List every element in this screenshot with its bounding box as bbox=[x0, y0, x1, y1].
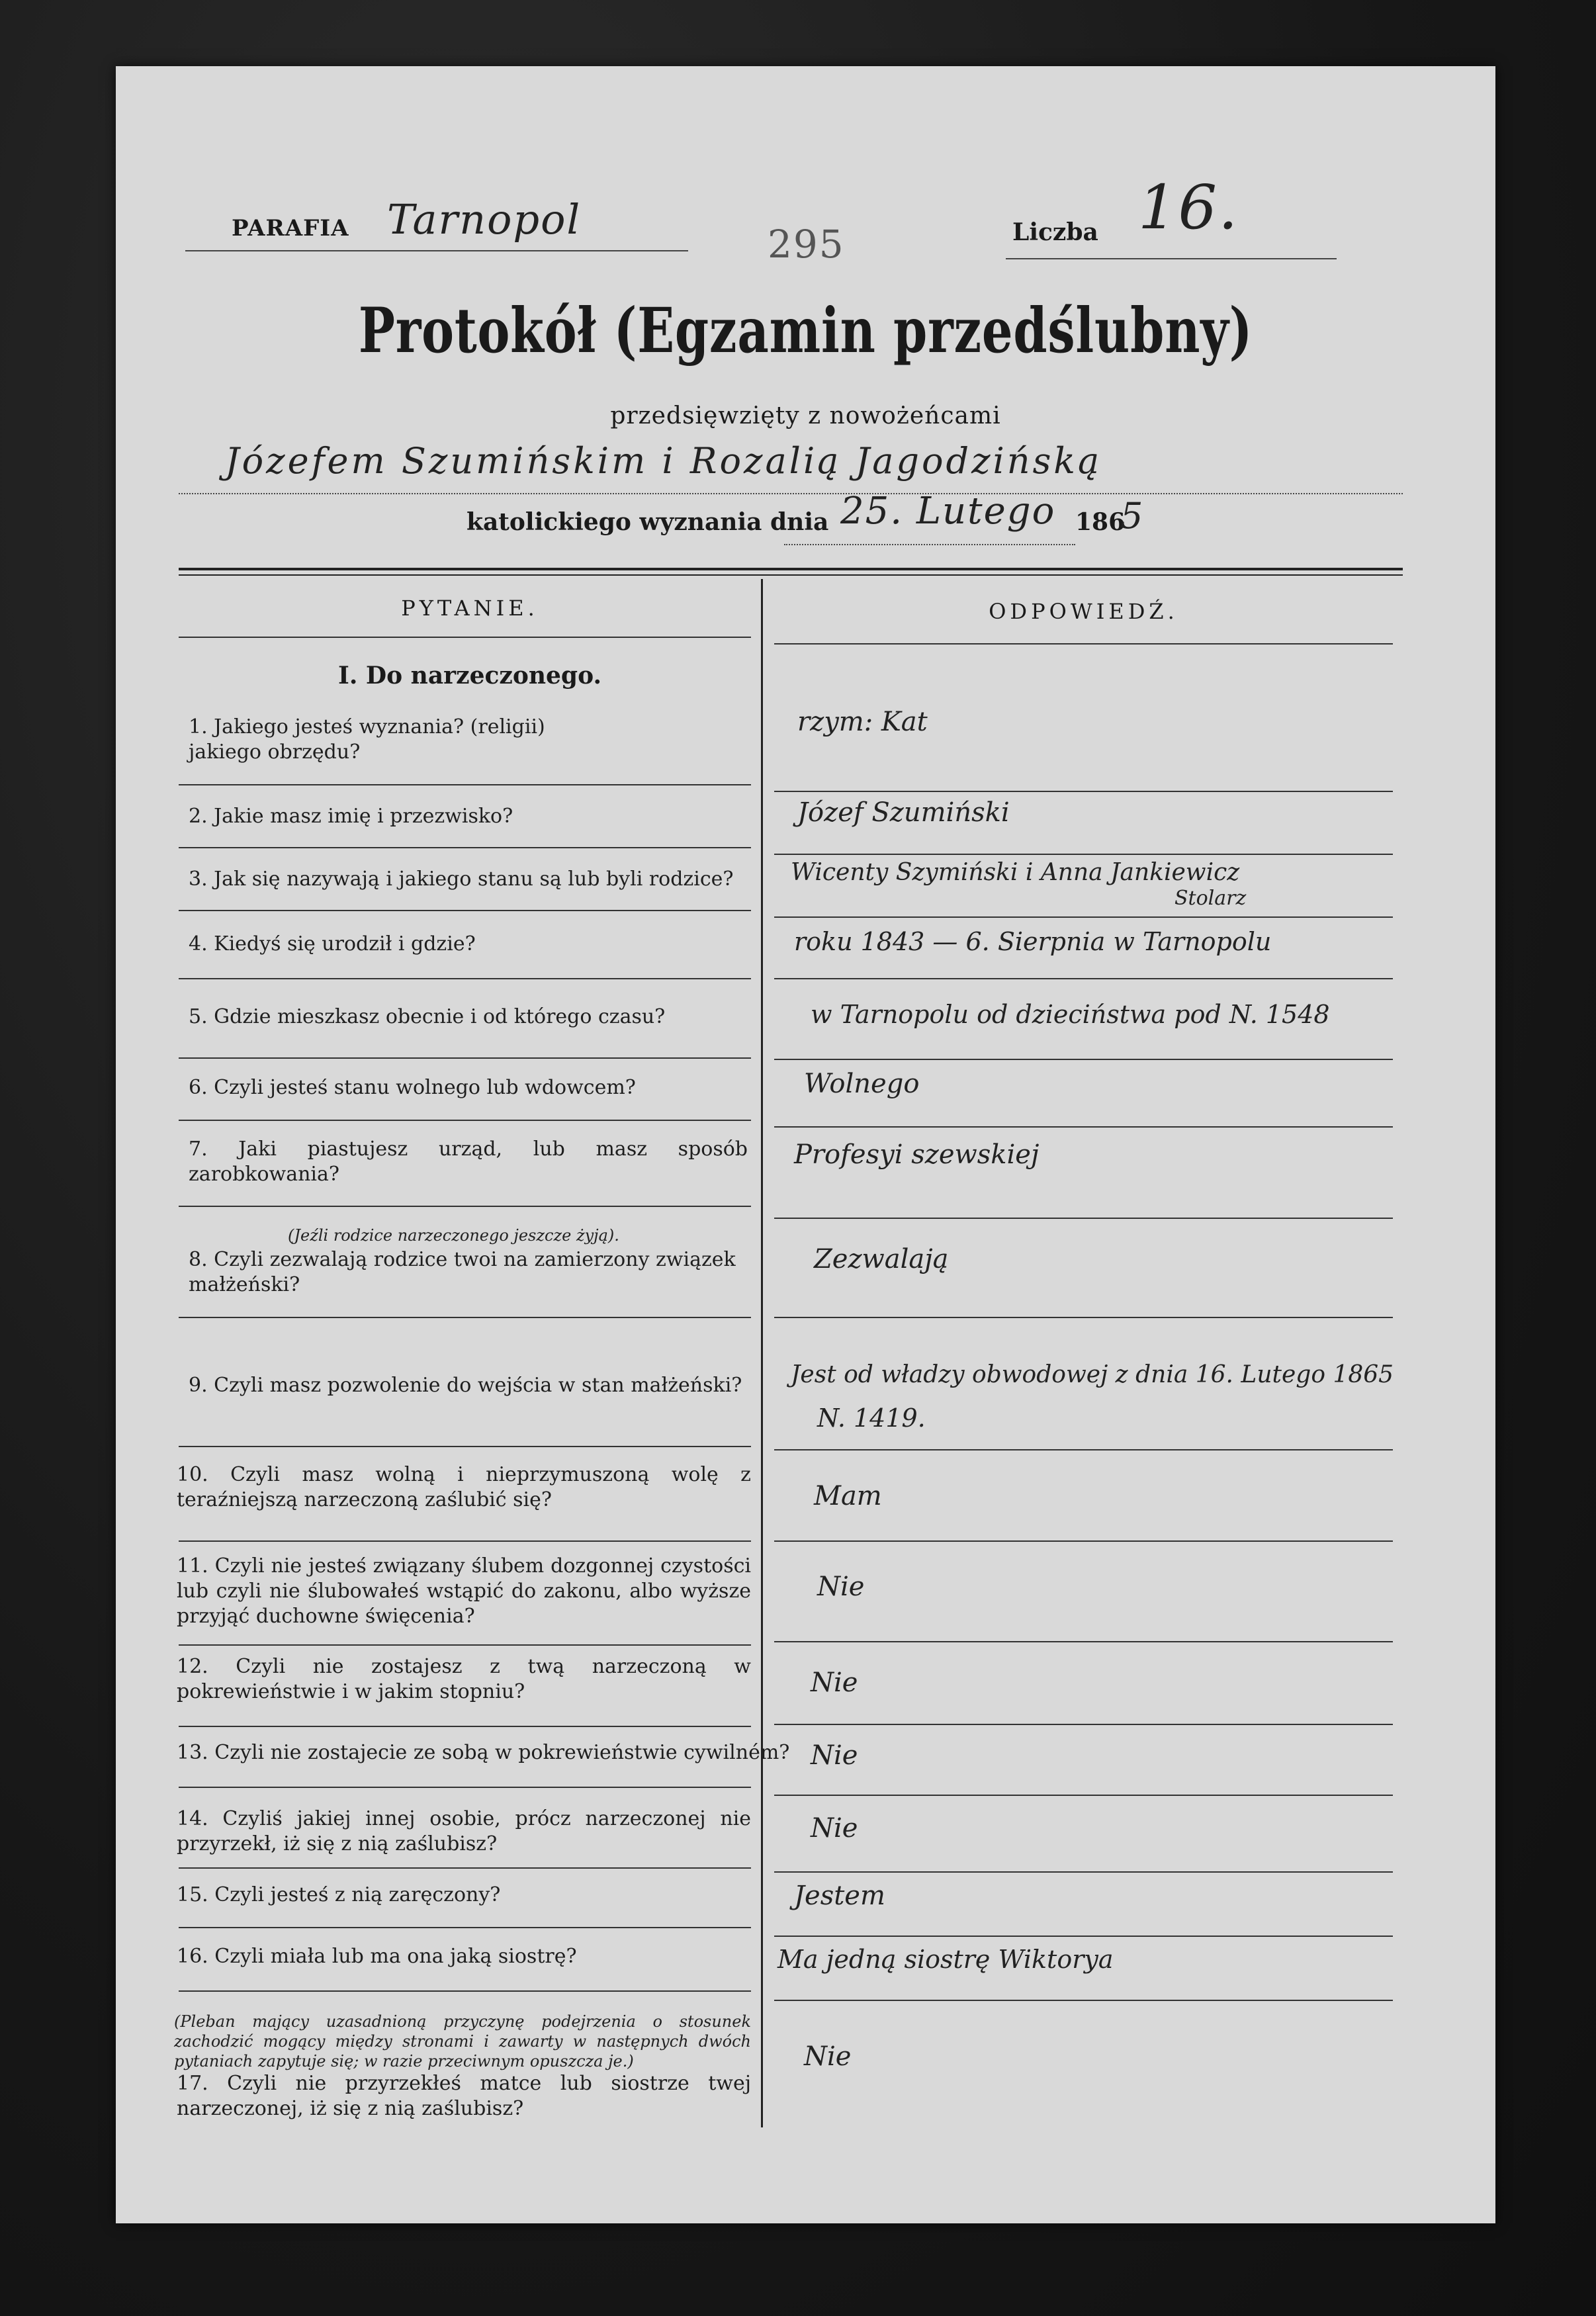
row-rule bbox=[774, 2000, 1393, 2001]
row-rule bbox=[179, 978, 751, 979]
question-8: 8. Czyli zezwalają rodzice twoi na zamierzony związek małżeński? bbox=[189, 1248, 736, 1296]
question-16: 16. Czyli miała lub ma ona jaką siostrę? bbox=[177, 1945, 577, 1968]
row-rule bbox=[179, 1540, 751, 1542]
page-title: Protokół (Egzamin przedślubny) bbox=[358, 294, 1253, 367]
question-13: 13. Czyli nie zostajecie ze sobą w pokrewieństwie cywilném? bbox=[177, 1741, 790, 1764]
answer-6: Wolnego bbox=[804, 1069, 920, 1099]
document-page bbox=[116, 66, 1495, 2223]
names-value: Józefem Szumińskim i Rozalią Jagodzińską bbox=[225, 440, 1102, 482]
row-rule bbox=[774, 854, 1393, 855]
table-top-rule-2 bbox=[179, 574, 1403, 576]
liczba-value: 16. bbox=[1138, 172, 1239, 243]
table-top-rule bbox=[179, 568, 1403, 570]
row-rule bbox=[774, 1540, 1393, 1542]
row-rule bbox=[179, 910, 751, 911]
row-rule bbox=[179, 1120, 751, 1121]
row-rule bbox=[179, 1057, 751, 1059]
row-rule bbox=[179, 1726, 751, 1727]
answer-11: Nie bbox=[817, 1572, 865, 1602]
row-rule bbox=[179, 1867, 751, 1869]
answer-10: Mam bbox=[814, 1481, 882, 1511]
question-2: 2. Jakie masz imię i przezwisko? bbox=[189, 805, 513, 828]
question-1: 1. Jakiego jesteś wyznania? (religii) jakiego obrzędu? bbox=[189, 715, 545, 764]
note-8: (Jeźli rodzice narzeczonego jeszcze żyją). bbox=[288, 1226, 619, 1245]
column-header-answer: ODPOWIEDŹ. bbox=[989, 599, 1178, 624]
parafia-value: Tarnopol bbox=[387, 195, 582, 244]
question-3: 3. Jak się nazywają i jakiego stanu są lub byli rodzice? bbox=[189, 868, 734, 891]
answer-9: Jest od władzy obwodowej z dnia 16. Lutego 1865 bbox=[791, 1361, 1394, 1388]
question-12: 12. Czyli nie zostajesz z twą narzeczoną w pokrewieństwie i w jakim stopniu? bbox=[177, 1655, 751, 1703]
liczba-label: Liczba bbox=[1012, 218, 1098, 246]
row-rule bbox=[179, 1317, 751, 1318]
answer-13: Nie bbox=[811, 1740, 858, 1771]
row-rule bbox=[774, 1871, 1393, 1873]
row-rule bbox=[179, 1787, 751, 1788]
date-dotted-line bbox=[784, 544, 1075, 545]
question-15: 15. Czyli jesteś z nią zaręczony? bbox=[177, 1883, 501, 1906]
question-14: 14. Czyliś jakiej innej osobie, prócz narzeczonej nie przyrzekł, iż się z nią zaślubisz? bbox=[177, 1807, 751, 1855]
header-rule-right bbox=[774, 643, 1393, 645]
row-rule bbox=[774, 1059, 1393, 1060]
answer-3-occupation: Stolarz bbox=[1175, 887, 1247, 910]
question-5: 5. Gdzie mieszkasz obecnie i od którego czasu? bbox=[189, 1005, 666, 1028]
answer-2: Józef Szumiński bbox=[797, 797, 1010, 828]
answer-4: roku 1843 — 6. Sierpnia w Tarnopolu bbox=[794, 927, 1272, 956]
row-rule bbox=[774, 1724, 1393, 1725]
row-rule bbox=[179, 784, 751, 785]
note-17: (Pleban mający uzasadnioną przyczynę podejrzenia o stosunek zachodzić mogący między stronami i zawarty w następnych dwóch pytaniach zapytuje się; w razie przeciwnym opuszcza je.) bbox=[174, 2012, 751, 2071]
year-printed: 186 bbox=[1075, 508, 1126, 536]
row-rule bbox=[179, 1446, 751, 1447]
liczba-underline bbox=[1006, 258, 1337, 259]
row-rule bbox=[179, 1927, 751, 1928]
answer-8: Zezwalają bbox=[814, 1244, 949, 1274]
parafia-underline bbox=[185, 250, 688, 251]
row-rule bbox=[179, 1990, 751, 1992]
row-rule bbox=[774, 1317, 1393, 1318]
answer-17: Nie bbox=[804, 2041, 852, 2072]
row-rule bbox=[774, 1641, 1393, 1642]
row-rule bbox=[774, 1218, 1393, 1219]
names-dotted-line bbox=[179, 493, 1403, 494]
answer-14: Nie bbox=[811, 1813, 858, 1844]
question-10: 10. Czyli masz wolną i nieprzymuszoną wolę z teraźniejszą narzeczoną zaślubić się? bbox=[177, 1463, 751, 1511]
answer-15: Jestem bbox=[794, 1881, 885, 1911]
column-divider bbox=[761, 579, 763, 2127]
answer-1: rzym: Kat bbox=[797, 707, 928, 737]
date-value: 25. Lutego bbox=[840, 490, 1056, 533]
row-rule bbox=[179, 1206, 751, 1207]
answer-5: w Tarnopolu od dzieciństwa pod N. 1548 bbox=[811, 1000, 1330, 1029]
answer-12: Nie bbox=[811, 1668, 858, 1698]
section-heading: I. Do narzeczonego. bbox=[337, 662, 602, 690]
row-rule bbox=[774, 791, 1393, 792]
row-rule bbox=[774, 1795, 1393, 1796]
row-rule bbox=[179, 847, 751, 848]
row-rule bbox=[774, 1936, 1393, 1937]
row-rule bbox=[179, 1644, 751, 1646]
answer-3: Wicenty Szymiński i Anna Jankiewicz bbox=[791, 859, 1240, 886]
year-hand: 5 bbox=[1120, 495, 1145, 537]
column-header-question: PYTANIE. bbox=[401, 596, 539, 621]
date-prefix: katolickiego wyznania dnia bbox=[466, 508, 829, 536]
subtitle: przedsięwzięty z nowożeńcami bbox=[610, 402, 1001, 429]
answer-16: Ma jedną siostrę Wiktorya bbox=[777, 1945, 1114, 1974]
answer-7: Profesyi szewskiej bbox=[794, 1139, 1040, 1170]
row-rule bbox=[774, 978, 1393, 979]
row-rule bbox=[774, 916, 1393, 918]
header-rule-left bbox=[179, 637, 751, 638]
question-11: 11. Czyli nie jesteś związany ślubem dozgonnej czystości lub czyli nie ślubowałeś wstąpić do zakonu, albo wyższe przyjąć duchowne święcenia? bbox=[177, 1554, 751, 1628]
question-17: 17. Czyli nie przyrzekłeś matce lub siostrze twej narzeczonej, iż się z nią zaślubisz? bbox=[177, 2072, 751, 2120]
parafia-label: PARAFIA bbox=[232, 215, 349, 242]
question-4: 4. Kiedyś się urodził i gdzie? bbox=[189, 932, 476, 956]
question-6: 6. Czyli jesteś stanu wolnego lub wdowcem? bbox=[189, 1076, 636, 1099]
question-9: 9. Czyli masz pozwolenie do wejścia w stan małżeński? bbox=[189, 1374, 742, 1397]
row-rule bbox=[774, 1449, 1393, 1450]
question-7: 7. Jaki piastujesz urząd, lub masz sposób zarobkowania? bbox=[189, 1137, 748, 1186]
answer-9-number: N. 1419. bbox=[817, 1403, 926, 1433]
row-rule bbox=[774, 1126, 1393, 1128]
archive-number: 295 bbox=[768, 222, 845, 267]
